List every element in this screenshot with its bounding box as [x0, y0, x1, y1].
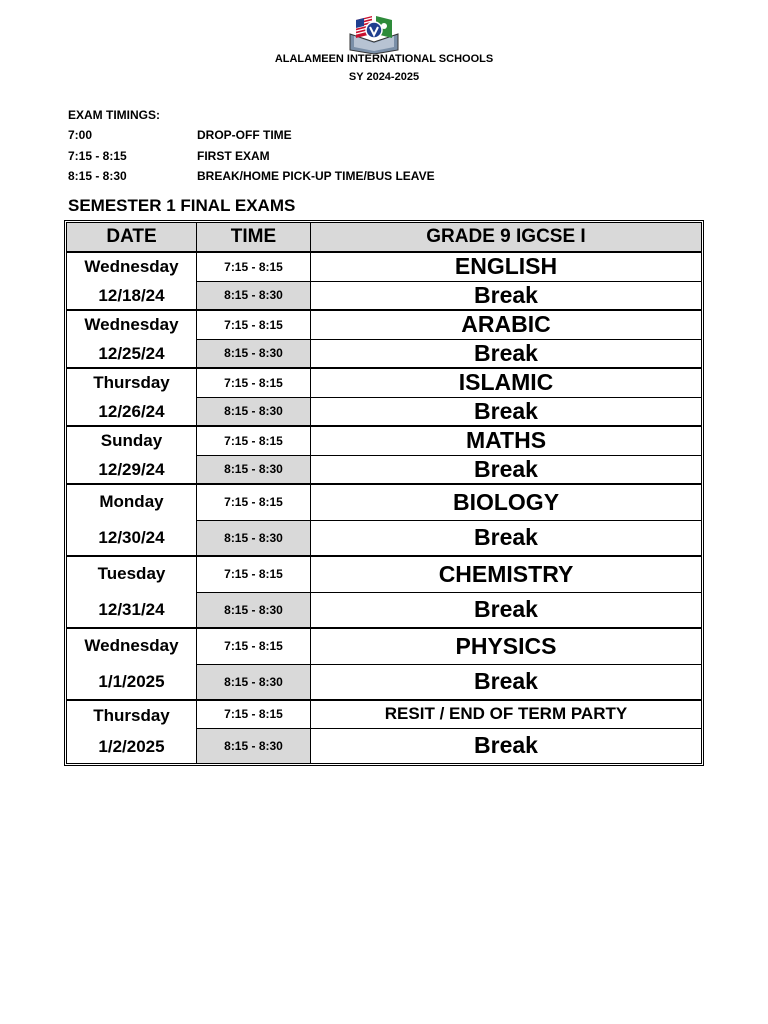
table-row [67, 310, 702, 339]
break-time: 8:15 - 8:30 [197, 339, 311, 368]
semester-title: SEMESTER 1 FINAL EXAMS [68, 196, 296, 215]
timing-label: FIRST EXAM [197, 148, 270, 163]
break-time: 8:15 - 8:30 [197, 397, 311, 426]
break-label: Break [311, 520, 702, 556]
exam-schedule-table [64, 220, 704, 766]
break-label: Break [311, 455, 702, 484]
day-name: Wednesday [84, 256, 179, 276]
table-row [67, 252, 702, 281]
date-cell [67, 426, 197, 484]
date-cell [67, 310, 197, 368]
exam-date: 12/30/24 [98, 528, 165, 547]
exam-time: 7:15 - 8:15 [197, 628, 311, 664]
exam-time: 7:15 - 8:15 [197, 426, 311, 455]
break-label: Break [311, 339, 702, 368]
day-name: Thursday [93, 372, 170, 392]
day-name: Monday [99, 492, 164, 511]
timing-time: 8:15 - 8:30 [68, 169, 127, 183]
header-time: TIME [197, 223, 311, 253]
break-label: Break [311, 281, 702, 310]
exam-date: 12/25/24 [98, 343, 165, 363]
exam-subject: CHEMISTRY [311, 556, 702, 592]
exam-time: 7:15 - 8:15 [197, 700, 311, 728]
break-time: 8:15 - 8:30 [197, 592, 311, 628]
timing-label: BREAK/HOME PICK-UP TIME/BUS LEAVE [197, 169, 435, 183]
date-cell [67, 252, 197, 310]
exam-date: 12/18/24 [98, 285, 165, 305]
table-row [67, 426, 702, 455]
date-cell [67, 628, 197, 700]
break-time: 8:15 - 8:30 [197, 664, 311, 700]
table-row [67, 368, 702, 397]
exam-date: 12/31/24 [98, 600, 165, 619]
exam-subject: RESIT / END OF TERM PARTY [311, 700, 702, 728]
day-name: Wednesday [84, 314, 179, 334]
break-label: Break [311, 397, 702, 426]
school-logo-icon [346, 12, 402, 54]
timing-time: 7:15 - 8:15 [68, 148, 127, 163]
date-cell [67, 700, 197, 763]
timing-time: 7:00 [68, 128, 93, 142]
day-name: Tuesday [97, 564, 166, 583]
break-label: Break [311, 728, 702, 763]
exam-subject: ENGLISH [311, 252, 702, 281]
table-row [67, 484, 702, 520]
exam-subject: ISLAMIC [311, 368, 702, 397]
header-date: DATE [67, 223, 197, 253]
break-label: Break [311, 592, 702, 628]
exam-time: 7:15 - 8:15 [197, 484, 311, 520]
exam-date: 1/1/2025 [98, 672, 165, 691]
exam-subject: PHYSICS [311, 628, 702, 664]
exam-subject: BIOLOGY [311, 484, 702, 520]
exam-timings [68, 107, 435, 189]
exam-date: 1/2/2025 [98, 737, 165, 757]
table-header-row [67, 223, 702, 253]
exam-date: 12/26/24 [98, 401, 165, 421]
break-label: Break [311, 664, 702, 700]
date-cell [67, 368, 197, 426]
table-row [67, 556, 702, 592]
table-row [67, 628, 702, 664]
date-cell [67, 484, 197, 556]
exam-time: 7:15 - 8:15 [197, 252, 311, 281]
exam-timings-heading: EXAM TIMINGS: [68, 108, 160, 122]
exam-time: 7:15 - 8:15 [197, 310, 311, 339]
exam-time: 7:15 - 8:15 [197, 556, 311, 592]
school-year: SY 2024-2025 [348, 71, 420, 83]
day-name: Wednesday [84, 636, 179, 655]
break-time: 8:15 - 8:30 [197, 520, 311, 556]
exam-date: 12/29/24 [98, 459, 165, 479]
table-row [67, 700, 702, 728]
exam-subject: ARABIC [311, 310, 702, 339]
timing-label: DROP-OFF TIME [197, 128, 292, 142]
break-time: 8:15 - 8:30 [197, 728, 311, 763]
day-name: Thursday [93, 706, 170, 726]
school-name: ALALAMEEN INTERNATIONAL SCHOOLS [274, 53, 494, 65]
timing-row [68, 168, 435, 189]
header-subject: GRADE 9 IGCSE I [311, 223, 702, 253]
timing-row [68, 148, 435, 169]
day-name: Sunday [100, 430, 163, 450]
break-time: 8:15 - 8:30 [197, 281, 311, 310]
exam-time: 7:15 - 8:15 [197, 368, 311, 397]
break-time: 8:15 - 8:30 [197, 455, 311, 484]
exam-subject: MATHS [311, 426, 702, 455]
timing-row [68, 127, 435, 148]
date-cell [67, 556, 197, 628]
